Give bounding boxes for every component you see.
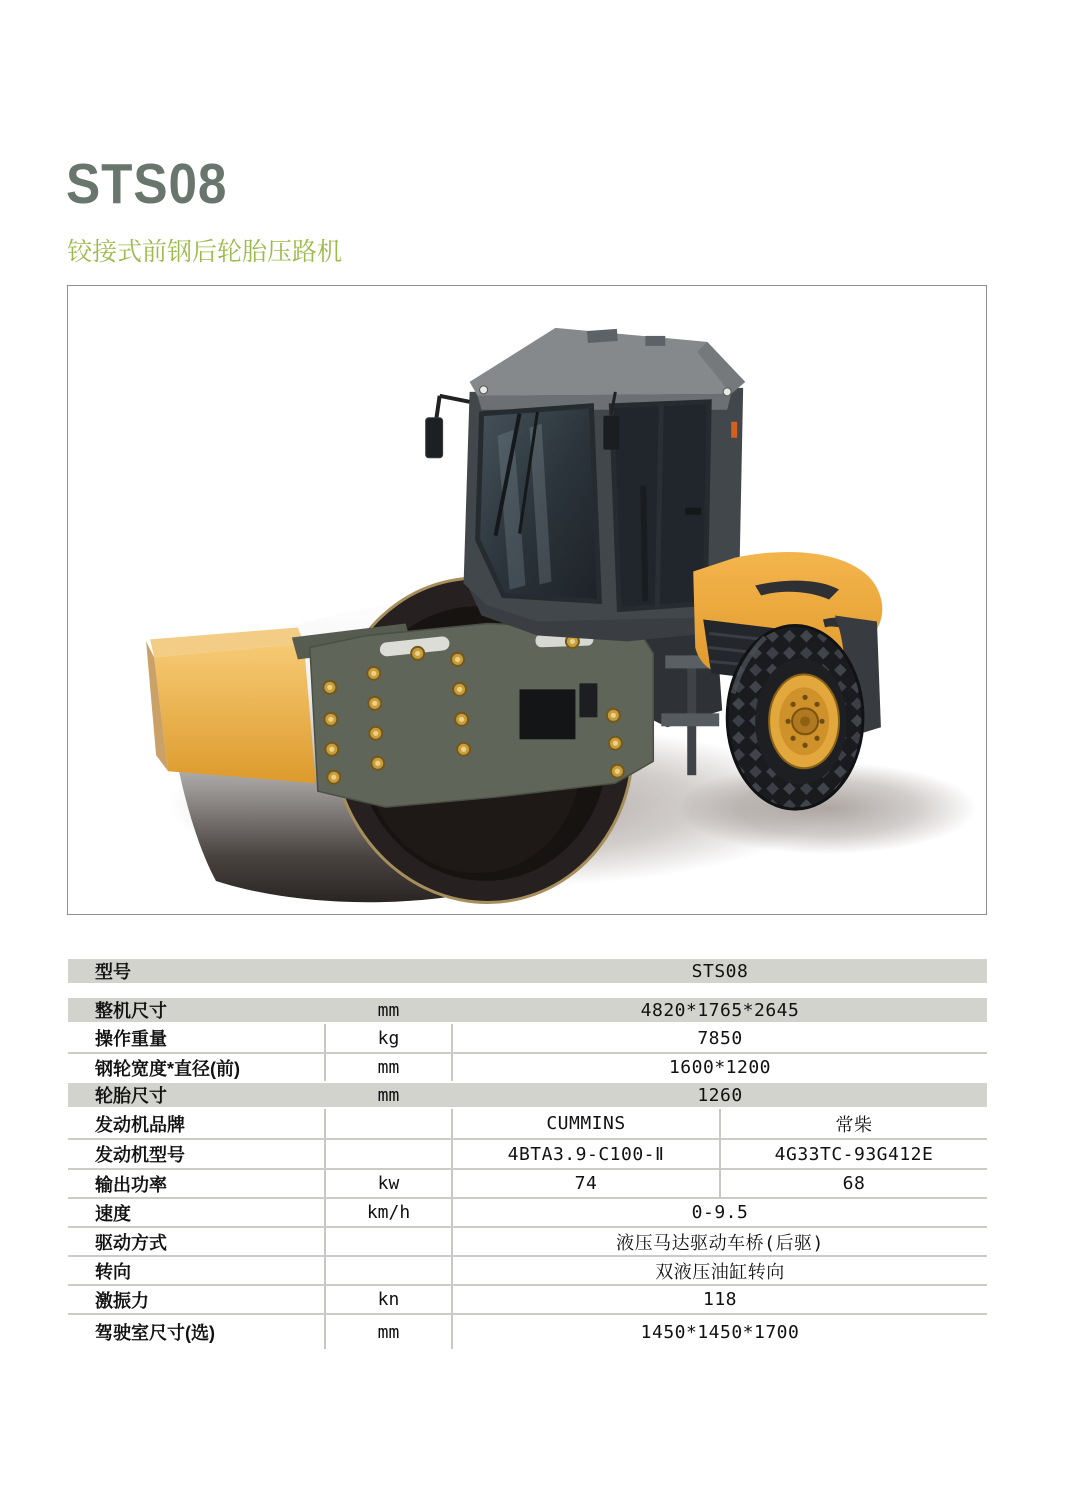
row-label: 发动机型号 bbox=[95, 1145, 185, 1165]
spec-row-engine-model bbox=[68, 1138, 987, 1168]
spec-row-overall-size bbox=[68, 996, 987, 1024]
row-label: 速度 bbox=[95, 1203, 131, 1224]
row-value: 1260 bbox=[697, 1084, 743, 1106]
row-unit bbox=[324, 1228, 453, 1255]
row-unit: kw bbox=[324, 1170, 453, 1197]
row-label: 轮胎尺寸 bbox=[95, 1086, 167, 1106]
spec-row-steering bbox=[68, 1255, 987, 1284]
row-value: 7850 bbox=[697, 1027, 743, 1049]
row-label: 整机尺寸 bbox=[95, 1001, 167, 1021]
row-value: 118 bbox=[702, 1289, 737, 1310]
row-unit: kg bbox=[324, 1024, 453, 1052]
row-unit: mm bbox=[324, 1315, 453, 1349]
spec-row-engine-brand bbox=[68, 1109, 987, 1138]
machine-illustration bbox=[68, 286, 986, 914]
row-value: 双液压油缸转向 bbox=[655, 1261, 785, 1283]
row-value-left: CUMMINS bbox=[453, 1109, 721, 1138]
row-label: 输出功率 bbox=[95, 1174, 167, 1195]
row-value-right: 4G33TC-93G412E bbox=[774, 1143, 934, 1165]
row-value-right: 68 bbox=[842, 1173, 866, 1194]
page-subtitle: 铰接式前钢后轮胎压路机 bbox=[67, 238, 343, 266]
row-value-right: 常柴 bbox=[835, 1114, 873, 1136]
spec-row-cab-size bbox=[68, 1313, 987, 1349]
spec-table bbox=[68, 957, 987, 1349]
spec-header-row bbox=[68, 957, 987, 985]
row-value: 0-9.5 bbox=[691, 1202, 749, 1223]
row-value-left: 4BTA3.9-C100-Ⅱ bbox=[453, 1140, 721, 1168]
row-unit: mm bbox=[377, 999, 400, 1021]
row-label: 驾驶室尺寸(选) bbox=[95, 1323, 215, 1343]
row-value: 4820*1765*2645 bbox=[640, 999, 800, 1021]
roof-lamp bbox=[480, 386, 488, 394]
row-value: 1450*1450*1700 bbox=[640, 1321, 800, 1343]
spec-row-exciting-force bbox=[68, 1284, 987, 1313]
row-value-left: 74 bbox=[453, 1170, 721, 1197]
row-unit: mm bbox=[377, 1084, 400, 1106]
row-label: 驱动方式 bbox=[95, 1232, 167, 1253]
row-label: 转向 bbox=[95, 1261, 131, 1282]
front-mirror bbox=[603, 416, 619, 450]
row-unit: mm bbox=[324, 1054, 453, 1081]
orange-marker bbox=[731, 422, 737, 438]
row-label: 激振力 bbox=[95, 1290, 149, 1311]
table-spacer bbox=[68, 985, 987, 996]
row-label: 发动机品牌 bbox=[95, 1114, 185, 1135]
row-unit bbox=[324, 1140, 453, 1168]
product-image-frame bbox=[67, 285, 987, 915]
spec-header-unit bbox=[324, 959, 453, 983]
spec-row-output-power bbox=[68, 1168, 987, 1197]
row-value: 液压马达驱动车桥(后驱) bbox=[616, 1232, 824, 1254]
spec-header-value: STS08 bbox=[691, 960, 749, 982]
rear-tire bbox=[727, 625, 863, 809]
side-mirror bbox=[426, 418, 443, 458]
spec-row-speed bbox=[68, 1197, 987, 1226]
spec-row-operating-weight bbox=[68, 1024, 987, 1052]
mounting-plate bbox=[310, 623, 653, 807]
row-unit: km/h bbox=[324, 1199, 453, 1226]
spec-row-drum-width-diameter bbox=[68, 1052, 987, 1081]
row-value: 1600*1200 bbox=[668, 1057, 772, 1078]
spec-row-tire-size bbox=[68, 1081, 987, 1109]
grab-bar bbox=[643, 486, 645, 602]
page-title: STS08 bbox=[66, 152, 228, 216]
row-unit bbox=[324, 1109, 453, 1138]
row-label: 钢轮宽度*直径(前) bbox=[95, 1058, 240, 1079]
row-unit: kn bbox=[324, 1286, 453, 1313]
spec-row-drive-type bbox=[68, 1226, 987, 1255]
roof-lamp bbox=[723, 388, 731, 396]
door-handle bbox=[685, 508, 701, 515]
row-label: 操作重量 bbox=[95, 1029, 167, 1049]
row-unit bbox=[324, 1257, 453, 1284]
spec-header-label: 型号 bbox=[95, 962, 131, 982]
